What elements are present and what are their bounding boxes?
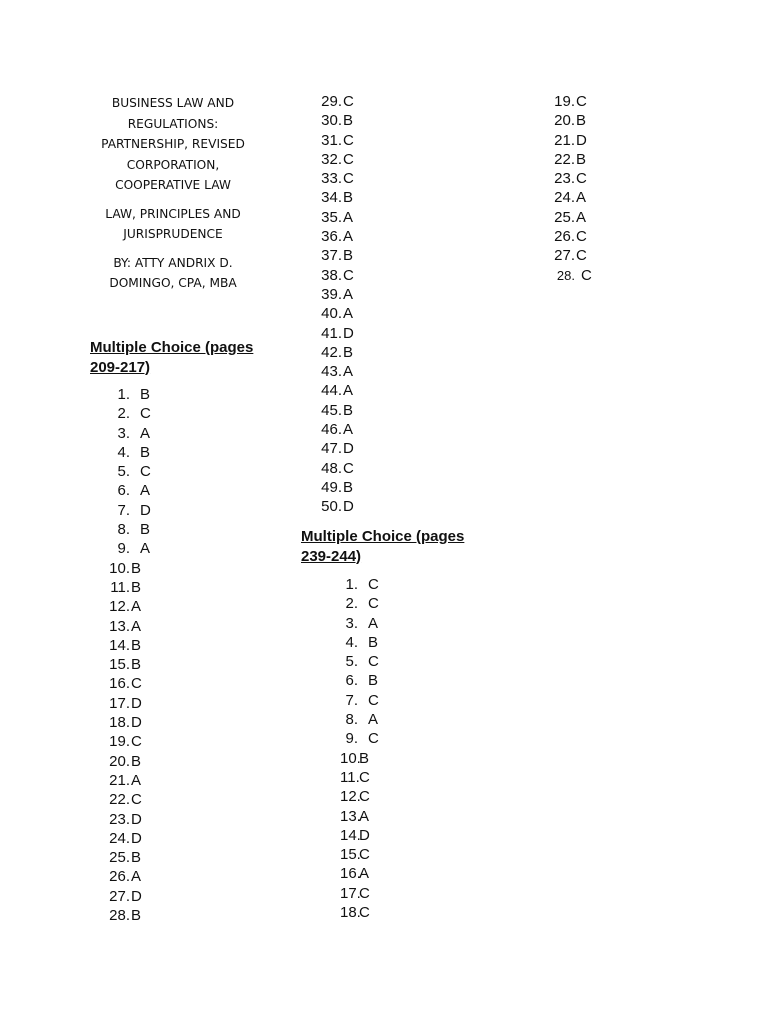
item-number: 50.	[321, 498, 342, 516]
item-number: 4.	[117, 443, 130, 461]
item-number: 28.	[109, 907, 130, 925]
item-number: 5.	[117, 463, 130, 481]
answer-letter: C	[131, 791, 142, 809]
item-number: 28.	[556, 267, 575, 283]
item-number: 12.	[109, 598, 130, 616]
answer-letter: D	[343, 440, 354, 458]
item-number: 44.	[321, 382, 342, 400]
heading-line: Multiple Choice (pages	[301, 528, 465, 545]
answer-item	[318, 131, 354, 150]
answer-item	[318, 343, 354, 362]
answer-letter: B	[343, 247, 354, 265]
answer-item	[551, 208, 592, 227]
answer-letter: A	[359, 807, 370, 825]
item-number: 6.	[345, 672, 358, 690]
item-number: 16.	[109, 675, 130, 693]
title-line: PARTNERSHIP, REVISED	[101, 137, 245, 151]
item-number: 37.	[321, 247, 342, 265]
answer-item	[318, 266, 354, 285]
answer-item	[106, 790, 151, 809]
item-number: 15.	[109, 656, 130, 674]
answer-item	[318, 324, 354, 343]
answer-letter: C	[359, 846, 370, 864]
item-number: 25.	[109, 849, 130, 867]
answer-item	[551, 246, 592, 265]
item-number: 17.	[340, 884, 361, 902]
item-number: 24.	[554, 189, 575, 207]
answer-letter: C	[343, 266, 354, 284]
answer-item	[340, 768, 379, 787]
answer-item	[551, 150, 592, 169]
answer-item	[340, 633, 379, 652]
answer-letter: D	[131, 810, 142, 828]
item-number: 19.	[109, 733, 130, 751]
answer-item	[106, 829, 151, 848]
item-number: 46.	[321, 421, 342, 439]
answer-item	[340, 884, 379, 903]
answer-letter: B	[131, 636, 142, 654]
answer-letter: A	[368, 711, 379, 729]
answer-item	[318, 497, 354, 516]
answer-item	[340, 594, 379, 613]
answer-item	[106, 404, 151, 423]
answer-letter: C	[131, 675, 142, 693]
answer-item	[551, 92, 592, 111]
item-number: 5.	[345, 653, 358, 671]
item-number: 11.	[340, 768, 360, 786]
item-number: 32.	[321, 150, 342, 168]
answer-letter: A	[359, 865, 370, 883]
answer-letter: C	[343, 459, 354, 477]
answer-letter: B	[140, 521, 151, 539]
answer-letter: B	[576, 150, 587, 168]
answer-item	[106, 887, 151, 906]
answer-letter: D	[140, 501, 151, 519]
item-number: 14.	[340, 826, 361, 844]
answer-letter: B	[131, 656, 142, 674]
answer-item	[106, 674, 151, 693]
answer-letter: B	[131, 907, 142, 925]
item-number: 3.	[345, 614, 358, 632]
answer-item	[340, 671, 379, 690]
answer-item	[106, 906, 151, 925]
answer-letter: C	[343, 170, 354, 188]
answer-item	[318, 420, 354, 439]
title-line: DOMINGO, CPA, MBA	[109, 276, 237, 290]
answer-letter: B	[140, 443, 151, 461]
item-number: 47.	[321, 440, 342, 458]
item-number: 29.	[321, 93, 342, 110]
spacer	[90, 196, 256, 204]
item-number: 20.	[109, 752, 130, 770]
answer-letter: C	[576, 247, 587, 265]
answer-item	[106, 752, 151, 771]
answer-item	[551, 111, 592, 130]
answer-item	[106, 732, 151, 751]
answer-item	[340, 864, 379, 883]
answer-letter: C	[368, 595, 379, 613]
answer-item	[106, 655, 151, 674]
answer-item	[106, 559, 151, 578]
answer-item	[318, 227, 354, 246]
item-number: 22.	[554, 150, 575, 168]
item-number: 13.	[109, 617, 130, 635]
answer-letter: A	[131, 598, 142, 616]
item-number: 20.	[554, 112, 575, 130]
answer-letter: A	[576, 189, 587, 207]
item-number: 12.	[340, 788, 361, 806]
title-line: REGULATIONS:	[127, 116, 219, 131]
item-number: 18.	[109, 714, 130, 732]
answer-letter: B	[359, 749, 370, 767]
answer-letter: A	[131, 617, 142, 635]
answer-letter: C	[368, 576, 379, 593]
section-heading-239-244	[301, 527, 464, 566]
answer-letter: C	[140, 463, 151, 481]
answer-item	[106, 848, 151, 867]
item-number: 7.	[345, 691, 358, 709]
answer-letter: C	[581, 266, 592, 284]
item-number: 23.	[554, 170, 575, 188]
item-number: 19.	[554, 93, 575, 110]
answer-letter: D	[131, 714, 142, 732]
item-number: 21.	[554, 131, 575, 149]
item-number: 24.	[109, 829, 130, 847]
answer-letter: C	[359, 904, 370, 922]
title-line: JURISPRUDENCE	[123, 227, 223, 241]
answer-item	[340, 710, 379, 729]
answer-item	[340, 787, 379, 806]
answer-letter: C	[131, 733, 142, 751]
answer-item	[318, 208, 354, 227]
answer-letter: C	[343, 150, 354, 168]
item-number: 27.	[554, 247, 575, 265]
answer-item	[318, 478, 354, 497]
heading-line: 209-217)	[90, 358, 151, 376]
answer-item	[340, 575, 379, 594]
answer-letter: B	[368, 672, 379, 690]
answer-letter: C	[343, 93, 354, 110]
item-number: 8.	[345, 711, 358, 729]
answer-letter: A	[343, 208, 354, 226]
spacer	[90, 245, 256, 253]
answer-letter: D	[131, 829, 142, 847]
item-number: 26.	[109, 868, 130, 886]
item-number: 17.	[109, 694, 130, 712]
answer-item	[106, 810, 151, 829]
item-number: 1.	[345, 576, 358, 593]
item-number: 39.	[321, 285, 342, 303]
heading-line: 239-244)	[301, 547, 362, 565]
heading-line: Multiple Choice (pages	[90, 339, 254, 356]
answer-item	[106, 520, 151, 539]
answer-item	[318, 381, 354, 400]
answer-letter: D	[131, 887, 142, 905]
course-title	[90, 93, 256, 196]
answer-letter: B	[343, 343, 354, 361]
answer-item	[106, 462, 151, 481]
item-number: 9.	[345, 730, 358, 748]
item-number: 35.	[321, 208, 342, 226]
item-number: 42.	[321, 343, 342, 361]
answer-letter: C	[359, 788, 370, 806]
answer-item	[340, 614, 379, 633]
answer-letter: C	[576, 170, 587, 188]
item-number: 9.	[117, 540, 130, 558]
answer-item	[106, 771, 151, 790]
answer-item	[340, 826, 379, 845]
answer-list	[318, 92, 354, 517]
answer-item	[318, 285, 354, 304]
answer-letter: A	[131, 868, 142, 886]
item-number: 2.	[345, 595, 358, 613]
item-number: 10.	[340, 749, 361, 767]
answer-item	[106, 443, 151, 462]
item-number: 49.	[321, 478, 342, 496]
answer-letter: C	[368, 653, 379, 671]
item-number: 15.	[340, 846, 361, 864]
title-line: CORPORATION,	[126, 157, 220, 172]
answer-letter: D	[576, 131, 587, 149]
answer-letter: B	[343, 112, 354, 130]
item-number: 21.	[109, 771, 130, 789]
subtitle	[90, 204, 256, 245]
answer-letter: A	[576, 208, 587, 226]
item-number: 4.	[345, 633, 358, 651]
answer-item	[106, 694, 151, 713]
answer-letter: B	[140, 386, 151, 403]
answer-item	[551, 169, 592, 188]
answer-letter: A	[140, 482, 151, 500]
answer-letter: A	[131, 771, 142, 789]
item-number: 30.	[321, 112, 342, 130]
title-line: COOPERATIVE LAW	[115, 178, 231, 192]
answer-item	[318, 304, 354, 323]
answer-list	[106, 385, 151, 925]
item-number: 3.	[117, 424, 130, 442]
answer-letter: A	[343, 285, 354, 303]
answer-item	[551, 266, 592, 285]
item-number: 34.	[321, 189, 342, 207]
answer-item	[340, 729, 379, 748]
item-number: 26.	[554, 228, 575, 246]
answer-item	[551, 131, 592, 150]
answer-item	[340, 749, 379, 768]
answer-item	[106, 481, 151, 500]
item-number: 14.	[109, 636, 130, 654]
item-number: 1.	[117, 386, 130, 403]
answer-item	[340, 807, 379, 826]
answer-letter: B	[343, 189, 354, 207]
answer-item	[318, 111, 354, 130]
title-line: LAW, PRINCIPLES AND	[105, 206, 241, 221]
answer-letter: C	[368, 691, 379, 709]
item-number: 13.	[340, 807, 361, 825]
answer-item	[106, 597, 151, 616]
document-title	[90, 93, 256, 294]
title-line: BY: ATTY ANDRIX D.	[113, 255, 233, 270]
answer-letter: B	[343, 401, 354, 419]
answer-letter: C	[359, 884, 370, 902]
item-number: 6.	[117, 482, 130, 500]
item-number: 38.	[321, 266, 342, 284]
answer-item	[318, 401, 354, 420]
item-number: 45.	[321, 401, 342, 419]
item-number: 22.	[109, 791, 130, 809]
answer-item	[106, 424, 151, 443]
answer-letter: B	[131, 752, 142, 770]
item-number: 33.	[321, 170, 342, 188]
answer-item	[106, 501, 151, 520]
answer-letter: D	[343, 324, 354, 342]
item-number: 41.	[321, 324, 342, 342]
answer-letter: A	[343, 363, 354, 381]
answer-letter: A	[368, 614, 379, 632]
answer-letter: C	[576, 228, 587, 246]
item-number: 40.	[321, 305, 342, 323]
item-number: 10.	[109, 559, 130, 577]
item-number: 48.	[321, 459, 342, 477]
item-number: 43.	[321, 363, 342, 381]
answer-list	[340, 575, 379, 922]
answer-letter: A	[343, 228, 354, 246]
answer-item	[551, 188, 592, 207]
answer-item	[106, 539, 151, 558]
answer-item	[318, 169, 354, 188]
answer-letter: A	[343, 421, 354, 439]
title-line: BUSINESS LAW AND	[111, 96, 235, 110]
answer-letter: B	[131, 849, 142, 867]
answer-letter: D	[359, 826, 370, 844]
item-number: 23.	[109, 810, 130, 828]
answer-item	[106, 713, 151, 732]
answer-letter: C	[368, 730, 379, 748]
answer-letter: C	[576, 93, 587, 110]
answer-letter: A	[343, 382, 354, 400]
answer-letter: A	[140, 424, 151, 442]
item-number: 27.	[109, 887, 130, 905]
item-number: 11.	[110, 578, 130, 596]
answer-letter: B	[131, 578, 142, 596]
answer-item	[340, 903, 379, 922]
answer-list	[551, 92, 592, 285]
answer-item	[106, 578, 151, 597]
answer-letter: C	[343, 131, 354, 149]
answer-item	[318, 92, 354, 111]
answer-item	[106, 385, 151, 404]
answer-item	[318, 439, 354, 458]
answer-item	[340, 691, 379, 710]
answer-item	[318, 246, 354, 265]
item-number: 8.	[117, 521, 130, 539]
answer-item	[318, 459, 354, 478]
answer-letter: C	[359, 768, 370, 786]
answer-letter: A	[343, 305, 354, 323]
answer-item	[318, 188, 354, 207]
answer-letter: B	[368, 633, 379, 651]
answer-item	[106, 867, 151, 886]
answer-letter: B	[343, 478, 354, 496]
section-heading-209-217	[90, 338, 253, 377]
answer-letter: B	[131, 559, 142, 577]
answer-letter: D	[131, 694, 142, 712]
answer-item	[340, 845, 379, 864]
item-number: 36.	[321, 228, 342, 246]
answer-item	[340, 652, 379, 671]
answer-letter: A	[140, 540, 151, 558]
answer-item	[551, 227, 592, 246]
answer-letter: B	[576, 112, 587, 130]
answer-item	[106, 636, 151, 655]
item-number: 18.	[340, 904, 361, 922]
answer-item	[318, 150, 354, 169]
item-number: 31.	[321, 131, 342, 149]
item-number: 16.	[340, 865, 361, 883]
item-number: 25.	[554, 208, 575, 226]
answer-letter: C	[140, 405, 151, 423]
item-number: 2.	[117, 405, 130, 423]
author	[90, 253, 256, 294]
answer-item	[106, 617, 151, 636]
answer-item	[318, 362, 354, 381]
answer-letter: D	[343, 498, 354, 516]
item-number: 7.	[117, 501, 130, 519]
